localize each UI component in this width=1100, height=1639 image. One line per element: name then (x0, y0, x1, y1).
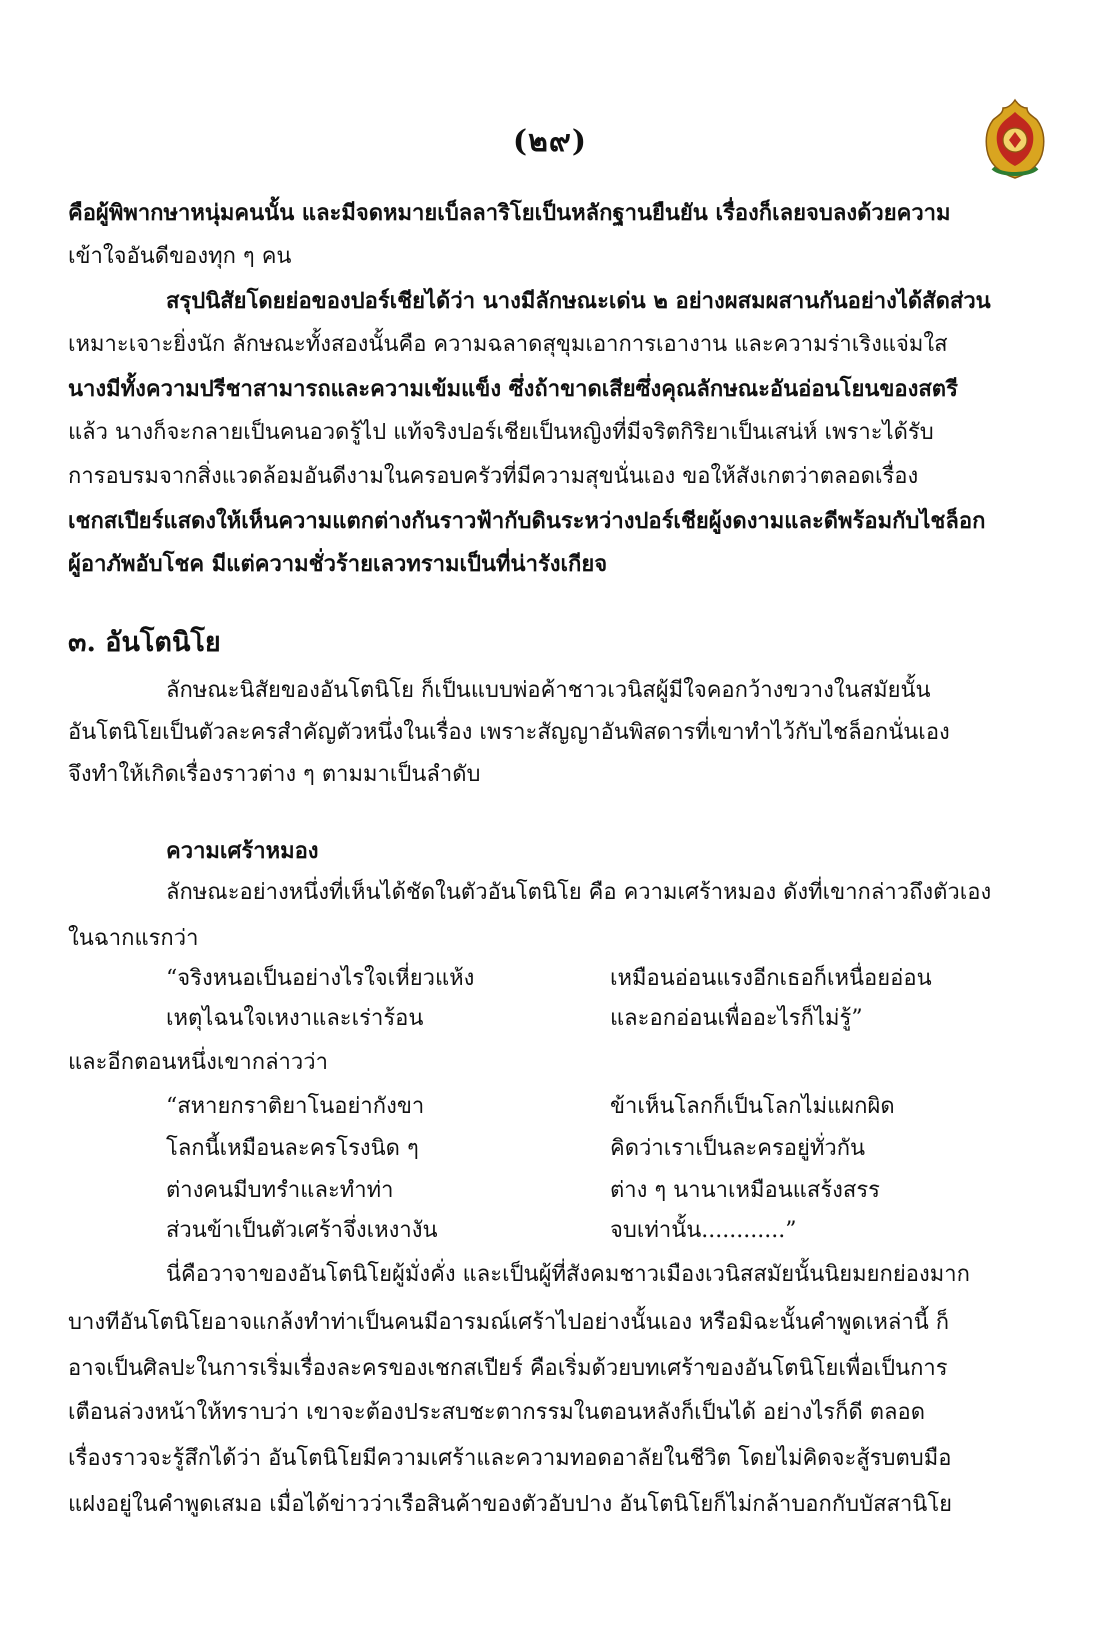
paragraph-line: ผู้อาภัพอับโชค มีแต่ความชั่วร้ายเลวทรามเป็นที่น่ารังเกียจ (68, 551, 608, 577)
verse-line: และอกอ่อนเพื่ออะไรก็ไม่รู้” (610, 1006, 863, 1031)
paragraph-line: แล้ว นางก็จะกลายเป็นคนอวดรู้ไป แท้จริงปอร์เชียเป็นหญิงที่มีจริตกิริยาเป็นเสน่ห์ เพราะได้รับ (68, 420, 934, 445)
verse-line: คิดว่าเราเป็นละครอยู่ทั่วกัน (610, 1136, 866, 1161)
paragraph-line: อาจเป็นศิลปะในการเริ่มเรื่องละครของเชกสเปียร์ คือเริ่มด้วยบทเศร้าของอันโตนิโยเพื่อเป็นการ (68, 1356, 948, 1381)
paragraph-line: การอบรมจากสิ่งแวดล้อมอันดีงามในครอบครัวที่มีความสุขนั่นเอง ขอให้สังเกตว่าตลอดเรื่อง (68, 464, 919, 489)
paragraph-line: ในฉากแรกว่า (68, 926, 199, 951)
paragraph-line: สรุปนิสัยโดยย่อของปอร์เชียได้ว่า นางมีลักษณะเด่น ๒ อย่างผสมผสานกันอย่างได้สัดส่วน (166, 288, 991, 314)
paragraph-line: ลักษณะอย่างหนึ่งที่เห็นได้ชัดในตัวอันโตนิโย คือ ความเศร้าหมอง ดังที่เขากล่าวถึงตัวเอง (166, 880, 992, 905)
verse-line: ต่าง ๆ นานาเหมือนแสร้งสรร (610, 1178, 880, 1203)
paragraph-line: บางทีอันโตนิโยอาจแกล้งทำท่าเป็นคนมีอารมณ์เศร้าไปอย่างนั้นเอง หรือมิฉะนั้นคำพูดเหล่านี้ ก็ (68, 1310, 950, 1335)
verse-line: “จริงหนอเป็นอย่างไรใจเหี่ยวแห้ง (166, 966, 475, 991)
paragraph-line: นี่คือวาจาของอันโตนิโยผู้มั่งคั่ง และเป็นผู้ที่สังคมชาวเมืองเวนิสสมัยนั้นนิยมยกย่องมาก (166, 1262, 970, 1287)
school-emblem-icon (983, 98, 1047, 180)
paragraph-line: เตือนล่วงหน้าให้ทราบว่า เขาจะต้องประสบชะตากรรมในตอนหลังก็เป็นได้ อย่างไรก็ดี ตลอด (68, 1400, 925, 1425)
paragraph-line: เรื่องราวจะรู้สึกได้ว่า อันโตนิโยมีความเศร้าและความทอดอาลัยในชีวิต โดยไม่คิดจะสู้รบตบมือ (68, 1446, 952, 1471)
section-heading: ๓. อันโตนิโย (68, 627, 221, 658)
verse-line: ต่างคนมีบทรำและทำท่า (166, 1178, 394, 1203)
paragraph-line: นางมีทั้งความปรีชาสามารถและความเข้มแข็ง ซึ่งถ้าขาดเสียซึ่งคุณลักษณะอันอ่อนโยนของสตรี (68, 376, 958, 402)
verse-line: ข้าเห็นโลกก็เป็นโลกไม่แผกผิด (610, 1094, 895, 1119)
paragraph-line: คือผู้พิพากษาหนุ่มคนนั้น และมีจดหมายเบ็ลลาริโยเป็นหลักฐานยืนยัน เรื่องก็เลยจบลงด้วยความ (68, 200, 951, 226)
paragraph-line: อันโตนิโยเป็นตัวละครสำคัญตัวหนึ่งในเรื่อง เพราะสัญญาอันพิสดารที่เขาทำไว้กับไชล็อกนั่นเอง (68, 720, 950, 745)
verse-line: “สหายกราติยาโนอย่ากังขา (166, 1094, 425, 1119)
paragraph-line: เหมาะเจาะยิ่งนัก ลักษณะทั้งสองนั้นคือ ความฉลาดสุขุมเอาการเอางาน และความร่าเริงแจ่มใส (68, 332, 948, 357)
verse-line: ส่วนข้าเป็นตัวเศร้าจึ่งเหงางัน (166, 1218, 438, 1243)
paragraph-line: จึงทำให้เกิดเรื่องราวต่าง ๆ ตามมาเป็นลำดับ (68, 762, 481, 787)
paragraph-line: แฝงอยู่ในคำพูดเสมอ เมื่อได้ข่าวว่าเรือสินค้าของตัวอับปาง อันโตนิโยก็ไม่กล้าบอกกับบัสสานิโย (68, 1492, 953, 1517)
verse-line: โลกนี้เหมือนละครโรงนิด ๆ (166, 1136, 419, 1161)
page-number: (๒๙) (512, 124, 588, 159)
paragraph-line: ลักษณะนิสัยของอันโตนิโย ก็เป็นแบบพ่อค้าชาวเวนิสผู้มีใจคอกว้างขวางในสมัยนั้น (166, 678, 931, 703)
paragraph-line: เชกสเปียร์แสดงให้เห็นความแตกต่างกันราวฟ้ากับดินระหว่างปอร์เชียผู้งดงามและดีพร้อมกับไชล็อก (68, 508, 986, 534)
verse-line: จบเท่านั้น............” (610, 1218, 797, 1243)
verse-line: เหมือนอ่อนแรงอีกเธอก็เหนื่อยอ่อน (610, 966, 932, 991)
connector-line: และอีกตอนหนึ่งเขากล่าวว่า (68, 1050, 328, 1075)
verse-line: เหตุไฉนใจเหงาและเร่าร้อน (166, 1006, 424, 1031)
paragraph-line: เข้าใจอันดีของทุก ๆ คน (68, 244, 292, 269)
subsection-heading: ความเศร้าหมอง (166, 838, 319, 864)
